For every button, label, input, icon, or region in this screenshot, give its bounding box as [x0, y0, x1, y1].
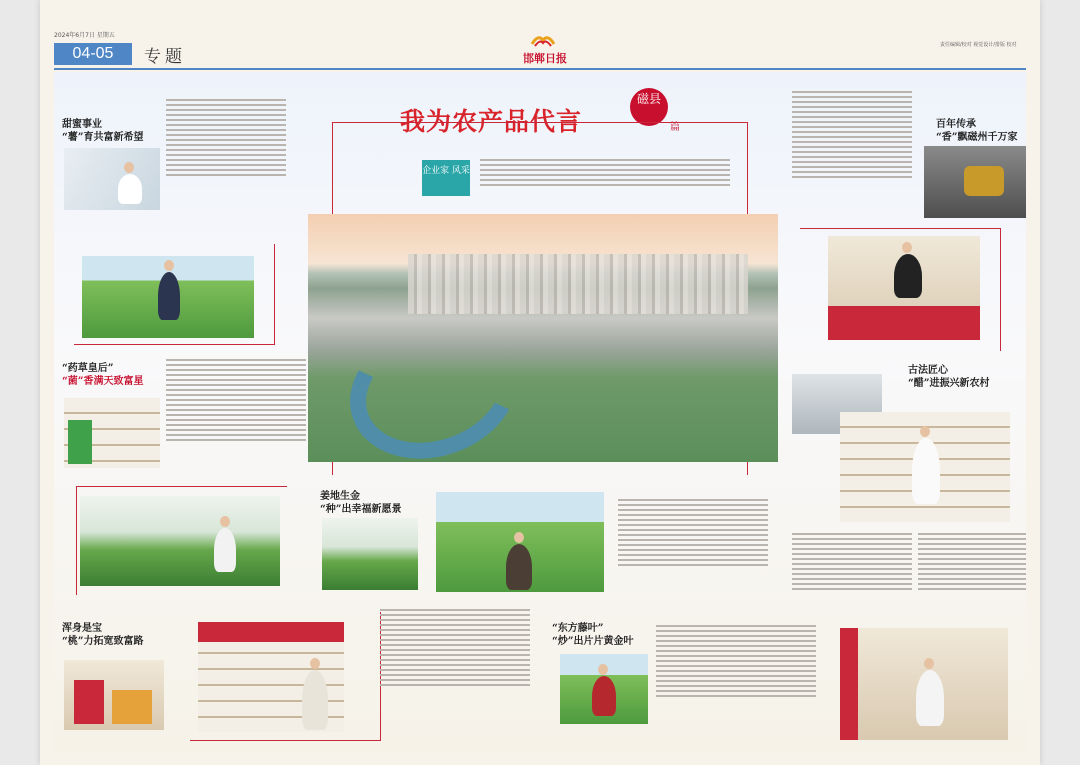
story-3-text	[618, 496, 768, 606]
date-line: 2024年6月7日 星期五	[54, 32, 115, 39]
masthead-logo-icon	[530, 32, 556, 48]
lab-photo	[64, 148, 160, 210]
page-number: 04-05	[54, 43, 132, 65]
sauce-frame	[800, 228, 1001, 351]
story-1-frame	[74, 244, 275, 345]
county-seal: 磁县	[630, 88, 668, 126]
story-4-text	[380, 606, 530, 736]
newspaper-page	[40, 0, 1040, 765]
tea-farmer-photo	[560, 654, 648, 724]
story-6-text	[918, 530, 1026, 622]
intro-text	[480, 156, 730, 200]
enterprise-badge: 企业家 风采	[422, 160, 470, 196]
story-5-headline: “东方藤叶” “炒”出片片黄金叶	[552, 623, 634, 647]
masthead: 邯郸日报	[523, 52, 567, 65]
story-6-headline: 百年传承 “香”飘磁州千万家	[936, 119, 1018, 143]
ginger-field-photo	[322, 518, 418, 590]
header-rule	[54, 68, 1026, 70]
editor-info: 责任编辑/校对 视觉设计/排版 校对	[940, 42, 1017, 48]
factory-photo	[924, 146, 1026, 218]
feature-title: 我为农产品代言	[400, 107, 583, 136]
story-2-text	[166, 356, 306, 488]
mushroom-shop-photo	[64, 398, 160, 468]
aerial-photo	[308, 214, 778, 462]
story-1-headline: 甜蜜事业 “薯”育共富新希望	[62, 119, 144, 143]
story-3-headline: 姜地生金 “种”出幸福新愿景	[320, 491, 402, 515]
greenhouse-frame	[76, 486, 287, 595]
story-4-headline: 浑身是宝 “桃”力拓宽致富路	[62, 623, 144, 647]
seal-suffix: 篇	[670, 122, 680, 133]
right-intro-text	[792, 88, 912, 228]
story-5-text	[656, 622, 816, 740]
section-title: 专题	[144, 47, 186, 67]
story-7-headline: 古法匠心 “醋”进振兴新农村	[908, 365, 990, 389]
tea-shop-photo	[840, 628, 1008, 740]
story-7-text	[792, 530, 912, 622]
peach-frame	[190, 612, 381, 741]
vinegar-shop-photo	[840, 412, 1010, 522]
peach-products-photo	[64, 660, 164, 730]
story-2-headline: “药草皇后” “菌”香满天致富星	[62, 363, 144, 387]
ginger-farmer-photo	[436, 492, 604, 592]
story-1-text	[166, 96, 286, 220]
